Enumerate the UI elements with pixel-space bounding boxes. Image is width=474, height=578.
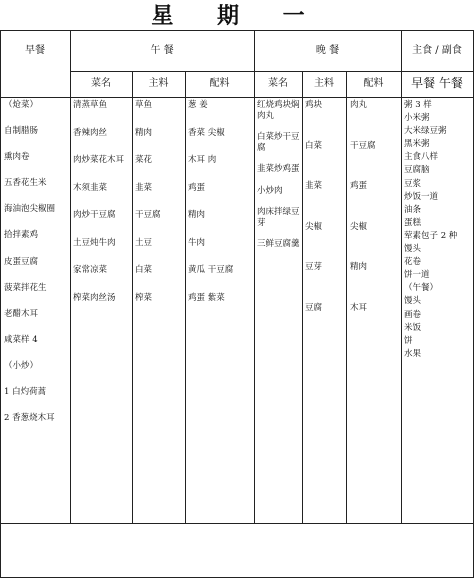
lunch-dish-item: 土豆炖牛肉 [73, 237, 116, 248]
dinner-side-item: 鸡蛋 [350, 181, 368, 191]
lunch-side-column [188, 100, 252, 320]
dinner-dish-item: 红烧鸡块焖肉丸 [257, 100, 300, 121]
staple-item: 粥 3 样 [404, 100, 432, 110]
lunch-dish-item: 肉炒干豆腐 [73, 210, 116, 220]
dinner-main-item: 豆腐 [305, 302, 323, 313]
breakfast-item: （小炒） [4, 360, 39, 371]
header-divider [70, 71, 474, 72]
staple-item: 蛋糕 [404, 217, 422, 228]
lunch-side-item: 鸡蛋 [188, 182, 206, 193]
lunch-dish-item: 榨菜肉丝汤 [73, 292, 116, 303]
dinner-dish-column [257, 100, 301, 261]
lunch-main-item: 白菜 [135, 265, 153, 275]
breakfast-item: 五香花生米 [4, 178, 47, 189]
lunch-main-item: 榨菜 [135, 292, 153, 303]
breakfast-item: 皮蛋豆腐 [4, 256, 39, 267]
staple-item: 饼 [404, 335, 413, 346]
col-divider-2 [132, 71, 133, 524]
col-divider-3 [185, 71, 186, 524]
staple-item: 黑米粥 [404, 139, 430, 150]
breakfast-item: 拾拌素鸡 [4, 230, 39, 241]
dinner-main-item: 韭菜 [305, 181, 323, 191]
breakfast-column [4, 100, 70, 439]
lunch-side-item: 香菜 尖椒 [188, 127, 225, 138]
dinner-side-item: 木耳 [350, 302, 368, 313]
lunch-side-item: 精肉 [188, 210, 206, 220]
dinner-main-item: 尖椒 [305, 221, 323, 232]
lunch-side-item: 牛肉 [188, 237, 206, 248]
staple-item: 大米绿豆粥 [404, 126, 447, 137]
lunch-side-header: 配料 [209, 78, 230, 89]
staple-item: （午餐） [404, 283, 439, 294]
lunch-main-item: 韭菜 [135, 182, 153, 193]
dinner-dish-item: 白菜炒干豆腐 [257, 132, 300, 153]
lunch-main-item: 土豆 [135, 237, 153, 248]
dinner-side-item: 精肉 [350, 262, 368, 272]
col-divider-5 [302, 71, 303, 524]
staple-item: 花卷 [404, 257, 422, 268]
dinner-side-header: 配料 [363, 78, 384, 89]
staple-item: 饼一道 [404, 270, 430, 281]
col-divider-1 [70, 30, 71, 524]
lunch-dish-column [73, 100, 131, 320]
dinner-side-item: 干豆腐 [350, 140, 376, 151]
dinner-dish-item: 韭菜炒鸡蛋 [257, 164, 300, 174]
breakfast-item: 老醋木耳 [4, 308, 39, 319]
staple-column [404, 100, 472, 362]
lunch-side-item: 鸡蛋 紫菜 [188, 292, 225, 303]
dinner-side-item: 尖椒 [350, 221, 368, 232]
breakfast-item: 自制腊肠 [4, 126, 39, 137]
staple-item: 主食八样 [404, 152, 439, 163]
dinner-main-item: 鸡块 [305, 100, 323, 110]
lunch-main-item: 干豆腐 [135, 210, 161, 220]
col-divider-6 [346, 71, 347, 524]
dinner-dish-item: 三鲜豆腐羹 [257, 239, 300, 249]
lunch-main-item: 草鱼 [135, 100, 153, 110]
lunch-dish-item: 木须韭菜 [73, 182, 108, 193]
breakfast-item: （炝菜） [4, 100, 39, 110]
breakfast-item: 1 白灼荷蒿 [4, 387, 47, 398]
breakfast-item: 海油泡尖椒圈 [4, 204, 56, 215]
subheader-divider [0, 97, 474, 98]
breakfast-item: 熏肉卷 [4, 152, 30, 163]
staple-item: 豆腐脑 [404, 165, 430, 176]
staple-item: 米饭 [404, 322, 422, 333]
staple-item: 馒头 [404, 296, 422, 307]
table-border-top [0, 30, 474, 31]
lunch-dish-item: 香辣肉丝 [73, 127, 108, 138]
dinner-main-column [305, 100, 345, 343]
breakfast-item: 咸菜样 4 [4, 334, 38, 345]
header-staple: 主食 / 副食 [412, 45, 462, 56]
staple-item: 油条 [404, 204, 422, 215]
dinner-main-item: 豆芽 [305, 262, 323, 272]
lunch-main-column [135, 100, 183, 320]
dinner-side-item: 肉丸 [350, 100, 368, 110]
staple-sub-header: 早餐 午餐 [411, 76, 463, 90]
dinner-dish-item: 小炒肉 [257, 185, 283, 196]
staple-item: 馒头 [404, 244, 422, 255]
lunch-dish-item: 肉炒菜花木耳 [73, 155, 125, 165]
header-lunch: 午 餐 [150, 45, 174, 56]
dinner-dish-item: 肉床拌绿豆芽 [257, 207, 300, 228]
lunch-dish-item: 清蒸草鱼 [73, 100, 108, 110]
table-border-left [0, 30, 1, 578]
breakfast-item: 2 香葱烧木耳 [4, 413, 55, 424]
lunch-dish-header: 菜名 [91, 78, 111, 89]
dinner-main-item: 白菜 [305, 140, 323, 151]
breakfast-item: 菠菜拌花生 [4, 282, 47, 293]
col-divider-4 [254, 30, 255, 524]
lunch-side-item: 葱 姜 [188, 100, 208, 110]
staple-item: 画卷 [404, 309, 422, 320]
dinner-main-header: 主料 [314, 78, 334, 89]
lunch-main-item: 精肉 [135, 127, 153, 138]
staple-item: 豆浆 [404, 178, 422, 189]
header-breakfast: 早餐 [25, 45, 45, 56]
lunch-main-header: 主料 [148, 78, 169, 89]
page-title: 星 期 一 [151, 3, 323, 29]
col-divider-7 [401, 30, 402, 524]
staple-item: 荤素包子 2 种 [404, 230, 458, 241]
dinner-side-column [350, 100, 400, 343]
lunch-dish-item: 家常凉菜 [73, 265, 108, 275]
header-dinner: 晚 餐 [315, 45, 340, 56]
staple-item: 炒饭一道 [404, 191, 439, 202]
lunch-side-item: 木耳 肉 [188, 155, 217, 165]
staple-item: 小米粥 [404, 113, 430, 124]
lunch-side-item: 黄瓜 干豆腐 [188, 265, 234, 275]
staple-item: 水果 [404, 348, 422, 359]
body-bottom-line [0, 523, 474, 524]
lunch-main-item: 菜花 [135, 155, 153, 165]
menu-table [0, 30, 474, 578]
dinner-dish-header: 菜名 [268, 78, 288, 89]
